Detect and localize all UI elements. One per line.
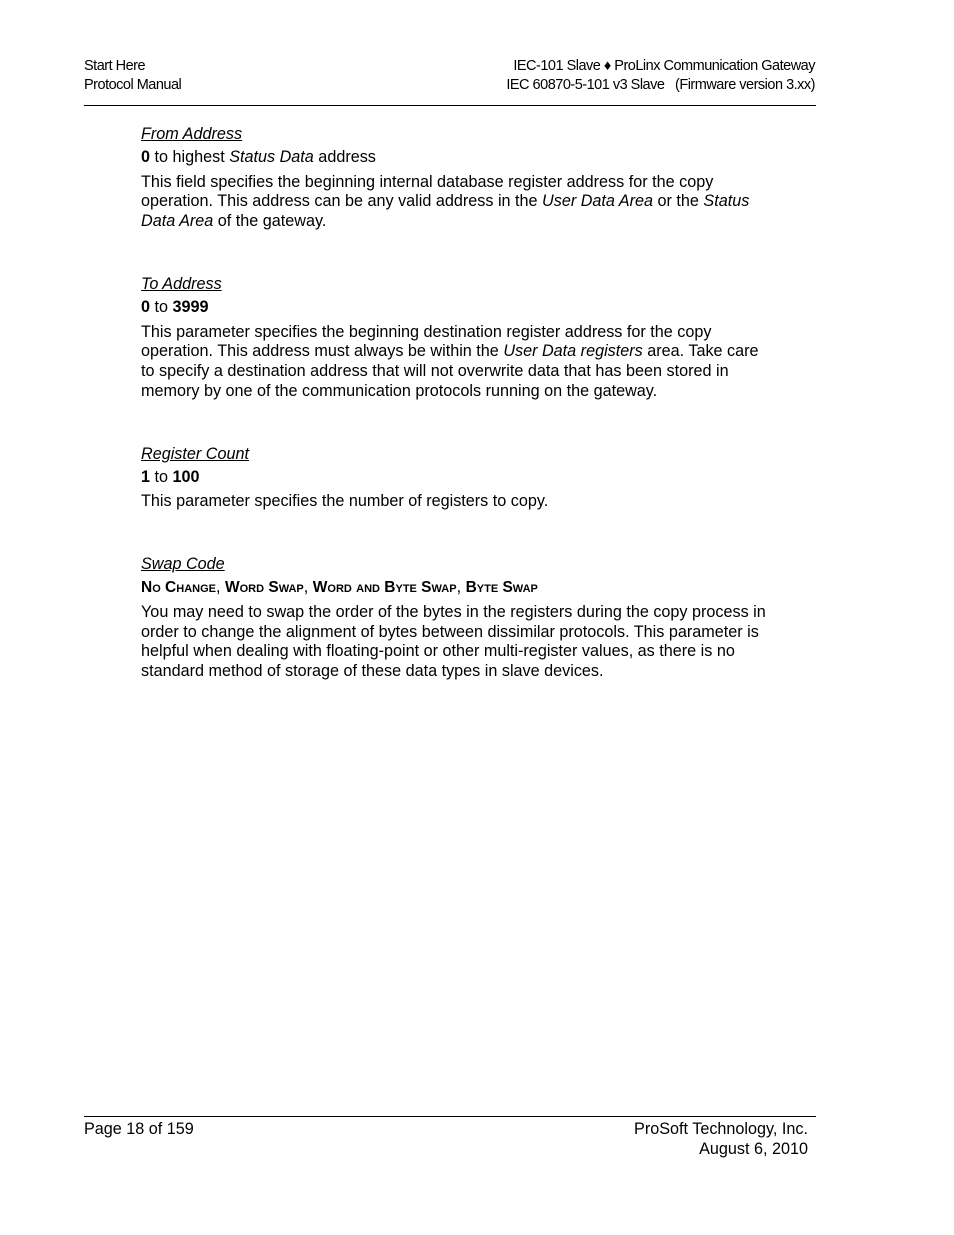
page-header	[84, 57, 815, 95]
swap-option-word-swap: Word Swap	[224, 578, 304, 596]
header-divider	[84, 105, 816, 106]
range-mid: to highest	[150, 147, 230, 166]
range-mid: to	[150, 467, 173, 486]
header-row-1	[84, 57, 815, 76]
register-count-description: This parameter specifies the number of registers to copy.	[141, 492, 549, 511]
footer-date: August 6, 2010	[699, 1140, 808, 1158]
footer-right	[634, 1119, 808, 1159]
desc-italic: User Data Area	[542, 192, 654, 211]
footer-company: ProSoft Technology, Inc.	[634, 1120, 808, 1138]
from-address-range	[141, 148, 766, 168]
separator: ,	[456, 577, 466, 596]
register-count-range	[141, 468, 766, 488]
swap-option-byte-swap: Byte Swap	[465, 578, 538, 596]
swap-option-no-change: No Change	[141, 578, 216, 596]
from-address-description	[141, 173, 766, 232]
to-address-range	[141, 298, 766, 318]
desc-text: of the gateway.	[213, 212, 327, 231]
range-italic: Status Data	[229, 147, 314, 166]
header-right-line2: IEC 60870-5-101 v3 Slave (Firmware version 3.xx)	[506, 77, 815, 93]
desc-italic: Status Data Area	[141, 192, 750, 231]
to-address-title: To Address	[141, 274, 222, 293]
from-address-title: From Address	[141, 125, 243, 143]
separator: ,	[215, 577, 225, 596]
range-end: address	[313, 147, 376, 166]
header-left-line2: Protocol Manual	[84, 77, 182, 93]
range-end: 3999	[172, 297, 209, 316]
range-start: 0	[141, 297, 151, 316]
range-start: 1	[141, 467, 151, 486]
desc-text: This parameter specifies the beginning destination register address for the copy operation. This address must always be within the	[141, 322, 712, 361]
swap-code-options	[141, 578, 766, 598]
swap-code-description: You may need to swap the order of the bytes in the registers during the copy process in order to change the alignment of bytes between dissimilar protocols. This parameter is helpful when dealing with floating-point or other multi-register values, as there is no standard method of storage of these data types in slave devices.	[141, 602, 766, 681]
desc-text: area. Take care to specify a destination address that will not overwrite data that has been stored in memory by one of the communication protocols running on the gateway.	[141, 342, 759, 400]
desc-text: This field specifies the beginning internal database register address for the copy operation. This address can be any valid address in the	[141, 172, 714, 211]
register-count-section	[141, 445, 766, 512]
swap-code-title: Swap Code	[141, 555, 225, 574]
from-address-section	[141, 125, 766, 232]
separator: ,	[303, 577, 313, 596]
range-end: 100	[172, 467, 200, 486]
footer-divider	[84, 1116, 816, 1117]
to-address-section	[141, 275, 766, 402]
header-left-line1: Start Here	[84, 58, 146, 74]
header-right-line1: IEC-101 Slave ♦ ProLinx Communication Gateway	[513, 58, 815, 74]
range-mid: to	[150, 297, 173, 316]
footer-page-number: Page 18 of 159	[84, 1120, 194, 1138]
swap-code-section	[141, 555, 766, 682]
swap-option-word-and-byte-swap: Word and Byte Swap	[312, 578, 457, 596]
desc-text: or the	[653, 192, 704, 211]
range-start: 0	[141, 147, 151, 166]
to-address-description	[141, 323, 766, 402]
page-body	[141, 125, 766, 682]
desc-italic: User Data registers	[503, 342, 643, 361]
register-count-title: Register Count	[141, 444, 249, 463]
header-row-2	[84, 76, 815, 95]
